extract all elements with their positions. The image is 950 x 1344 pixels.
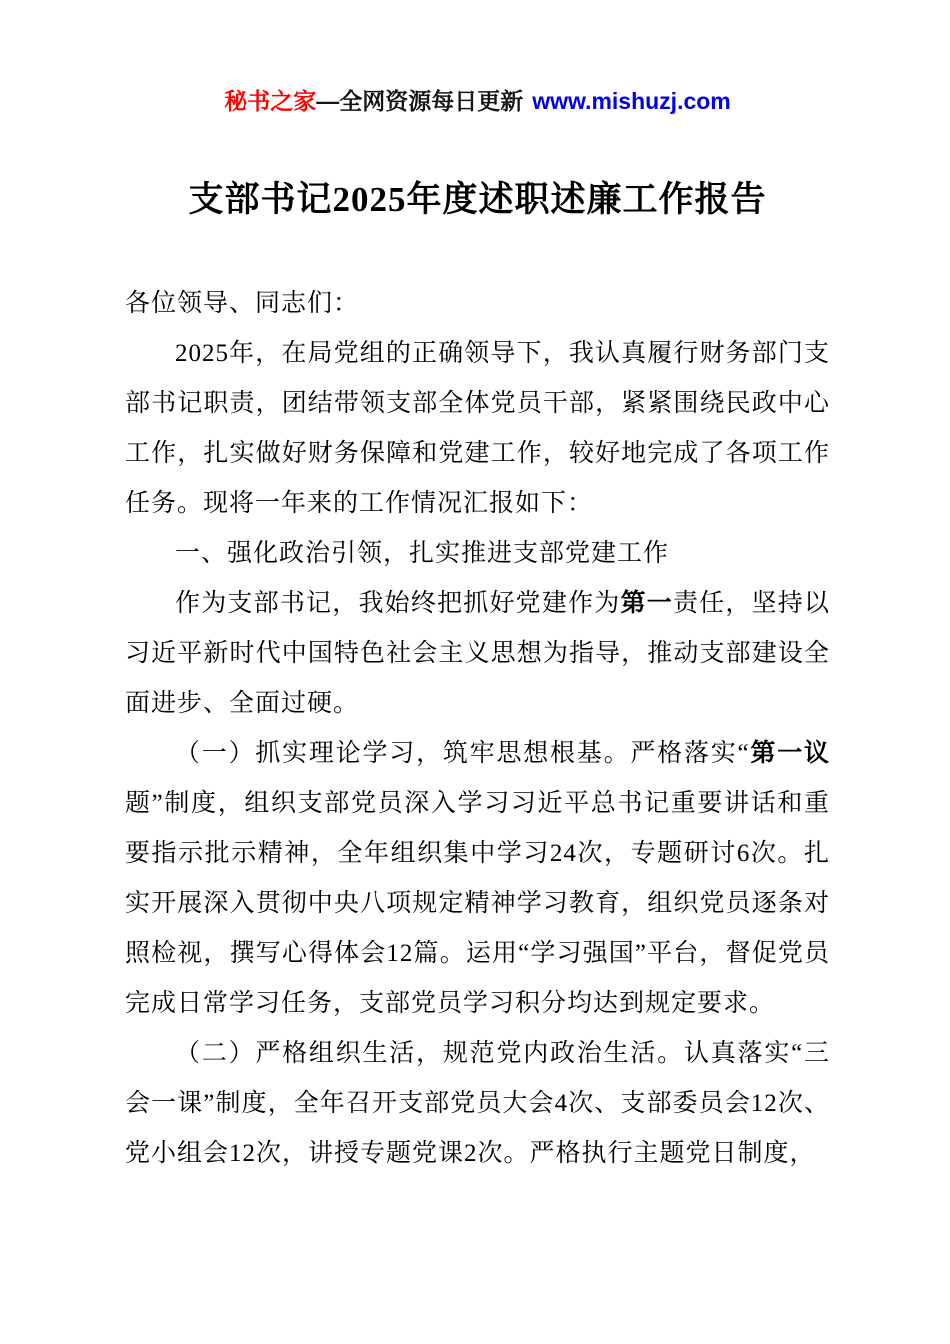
text-run: 一、强化政治引领，扎实推进支部党建工作 <box>175 540 670 567</box>
text-run-bold: 第一议 <box>749 740 830 767</box>
paragraph <box>125 1029 830 1179</box>
text-run-bold: 第一 <box>620 590 673 617</box>
text-run: （二）严格组织生活，规范党内政治生活。认真落实“三会一课”制度，全年召开支部党员大会4次、支部委员会12次、党小组会12次，讲授专题党课2次。严格执行主题党日制度， <box>125 1040 830 1167</box>
site-header <box>125 86 830 116</box>
document-body <box>125 279 830 1179</box>
paragraph <box>125 579 830 729</box>
paragraph <box>125 729 830 1029</box>
text-run: 2025年，在局党组的正确领导下，我认真履行财务部门支部书记职责，团结带领支部全体党员干部，紧紧围绕民政中心工作，扎实做好财务保障和党建工作，较好地完成了各项工作任务。现将一年来的工作情况汇报如下： <box>125 340 830 517</box>
paragraph <box>125 529 830 579</box>
document-title: 支部书记2025年度述职述廉工作报告 <box>188 180 767 219</box>
site-url-link[interactable]: www.mishuzj.com <box>532 88 731 114</box>
text-run: 各位领导、同志们： <box>125 290 360 317</box>
site-tagline: —全网资源每日更新 <box>316 88 524 114</box>
paragraph <box>125 329 830 529</box>
text-run: （一）抓实理论学习，筑牢思想根基。严格落实“ <box>175 740 750 767</box>
text-run: 题”制度，组织支部党员深入学习习近平总书记重要讲话和重要指示批示精神，全年组织集中学习24次，专题研讨6次。扎实开展深入贯彻中央八项规定精神学习教育，组织党员逐条对照检视，撰写心得体会12篇。运用“学习强国”平台，督促党员完成日常学习任务，支部党员学习积分均达到规定要求。 <box>125 790 830 1017</box>
site-name: 秘书之家 <box>224 88 317 114</box>
paragraph <box>125 279 830 329</box>
text-run: 责任，坚持以习近平新时代中国特色社会主义思想为指导，推动支部建设全面进步、全面过硬。 <box>125 590 830 717</box>
text-run: 作为支部书记，我始终把抓好党建作为 <box>175 590 621 617</box>
